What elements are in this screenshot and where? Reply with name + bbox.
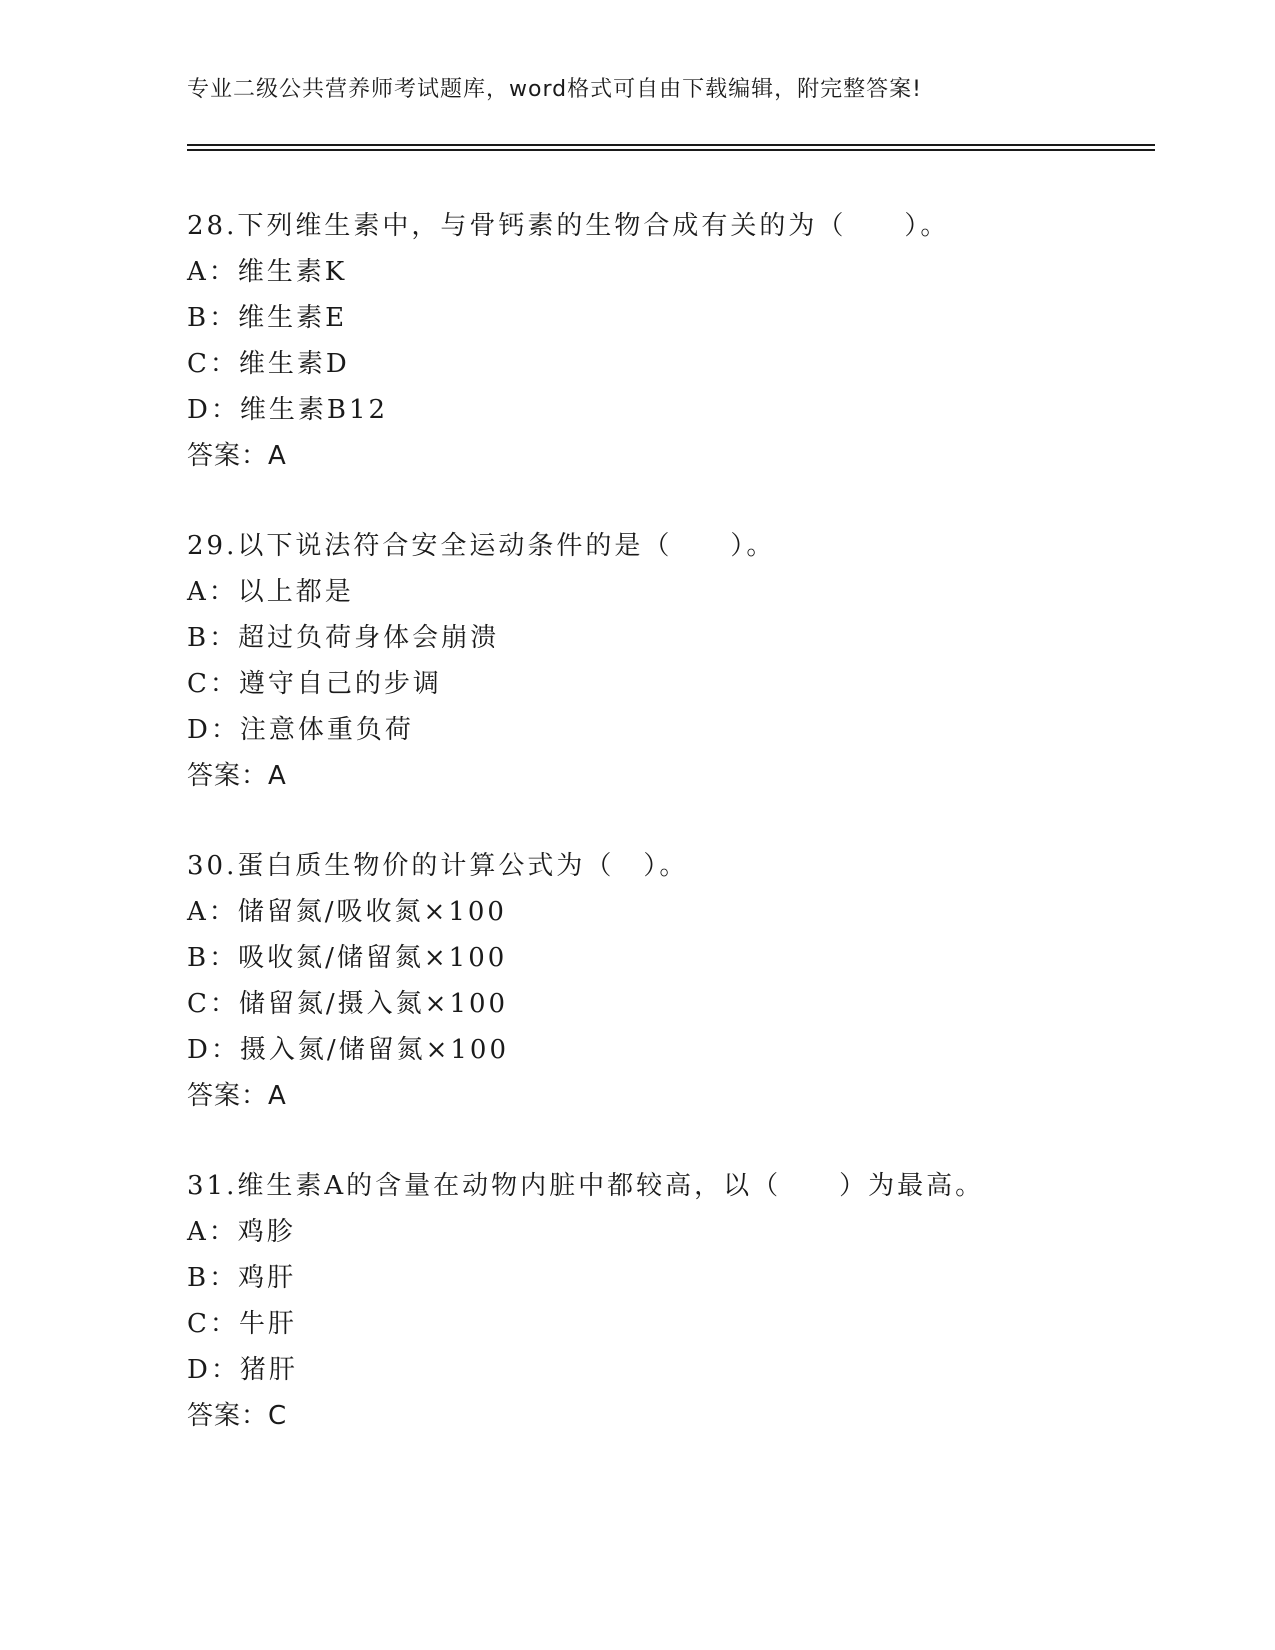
option-a: A：鸡胗 [187,1217,296,1247]
option-b: B：超过负荷身体会崩溃 [187,623,500,653]
option-a: A：维生素K [187,257,348,287]
answer: 答案：A [187,1081,287,1111]
option-d: D：注意体重负荷 [187,715,414,745]
question-31 [187,1163,1147,1439]
option-a: A：以上都是 [187,577,354,607]
option-c: C：维生素D [187,349,350,379]
option-c: C：储留氮/摄入氮×100 [187,989,509,1019]
header-divider [187,144,1155,151]
question-stem: 31.维生素A的含量在动物内脏中都较高，以（ ）为最高。 [187,1171,985,1201]
question-28 [187,203,1147,479]
question-list [187,203,1147,1483]
answer: 答案：A [187,441,287,471]
option-d: D：摄入氮/储留氮×100 [187,1035,510,1065]
option-b: B：鸡肝 [187,1263,297,1293]
option-b: B：吸收氮/储留氮×100 [187,943,508,973]
answer: 答案：A [187,761,287,791]
option-d: D：维生素B12 [187,395,389,425]
page-header: 专业二级公共营养师考试题库，word格式可自由下载编辑，附完整答案! [187,77,922,102]
option-c: C：遵守自己的步调 [187,669,442,699]
question-stem: 29.以下说法符合安全运动条件的是（ ）。 [187,531,776,561]
question-stem: 28.下列维生素中，与骨钙素的生物合成有关的为（ ）。 [187,211,950,241]
answer: 答案：C [187,1401,288,1431]
question-29 [187,523,1147,799]
question-stem: 30.蛋白质生物价的计算公式为（ ）。 [187,851,689,881]
option-b: B：维生素E [187,303,348,333]
option-a: A：储留氮/吸收氮×100 [187,897,507,927]
option-d: D：猪肝 [187,1355,298,1385]
option-c: C：牛肝 [187,1309,297,1339]
question-30 [187,843,1147,1119]
